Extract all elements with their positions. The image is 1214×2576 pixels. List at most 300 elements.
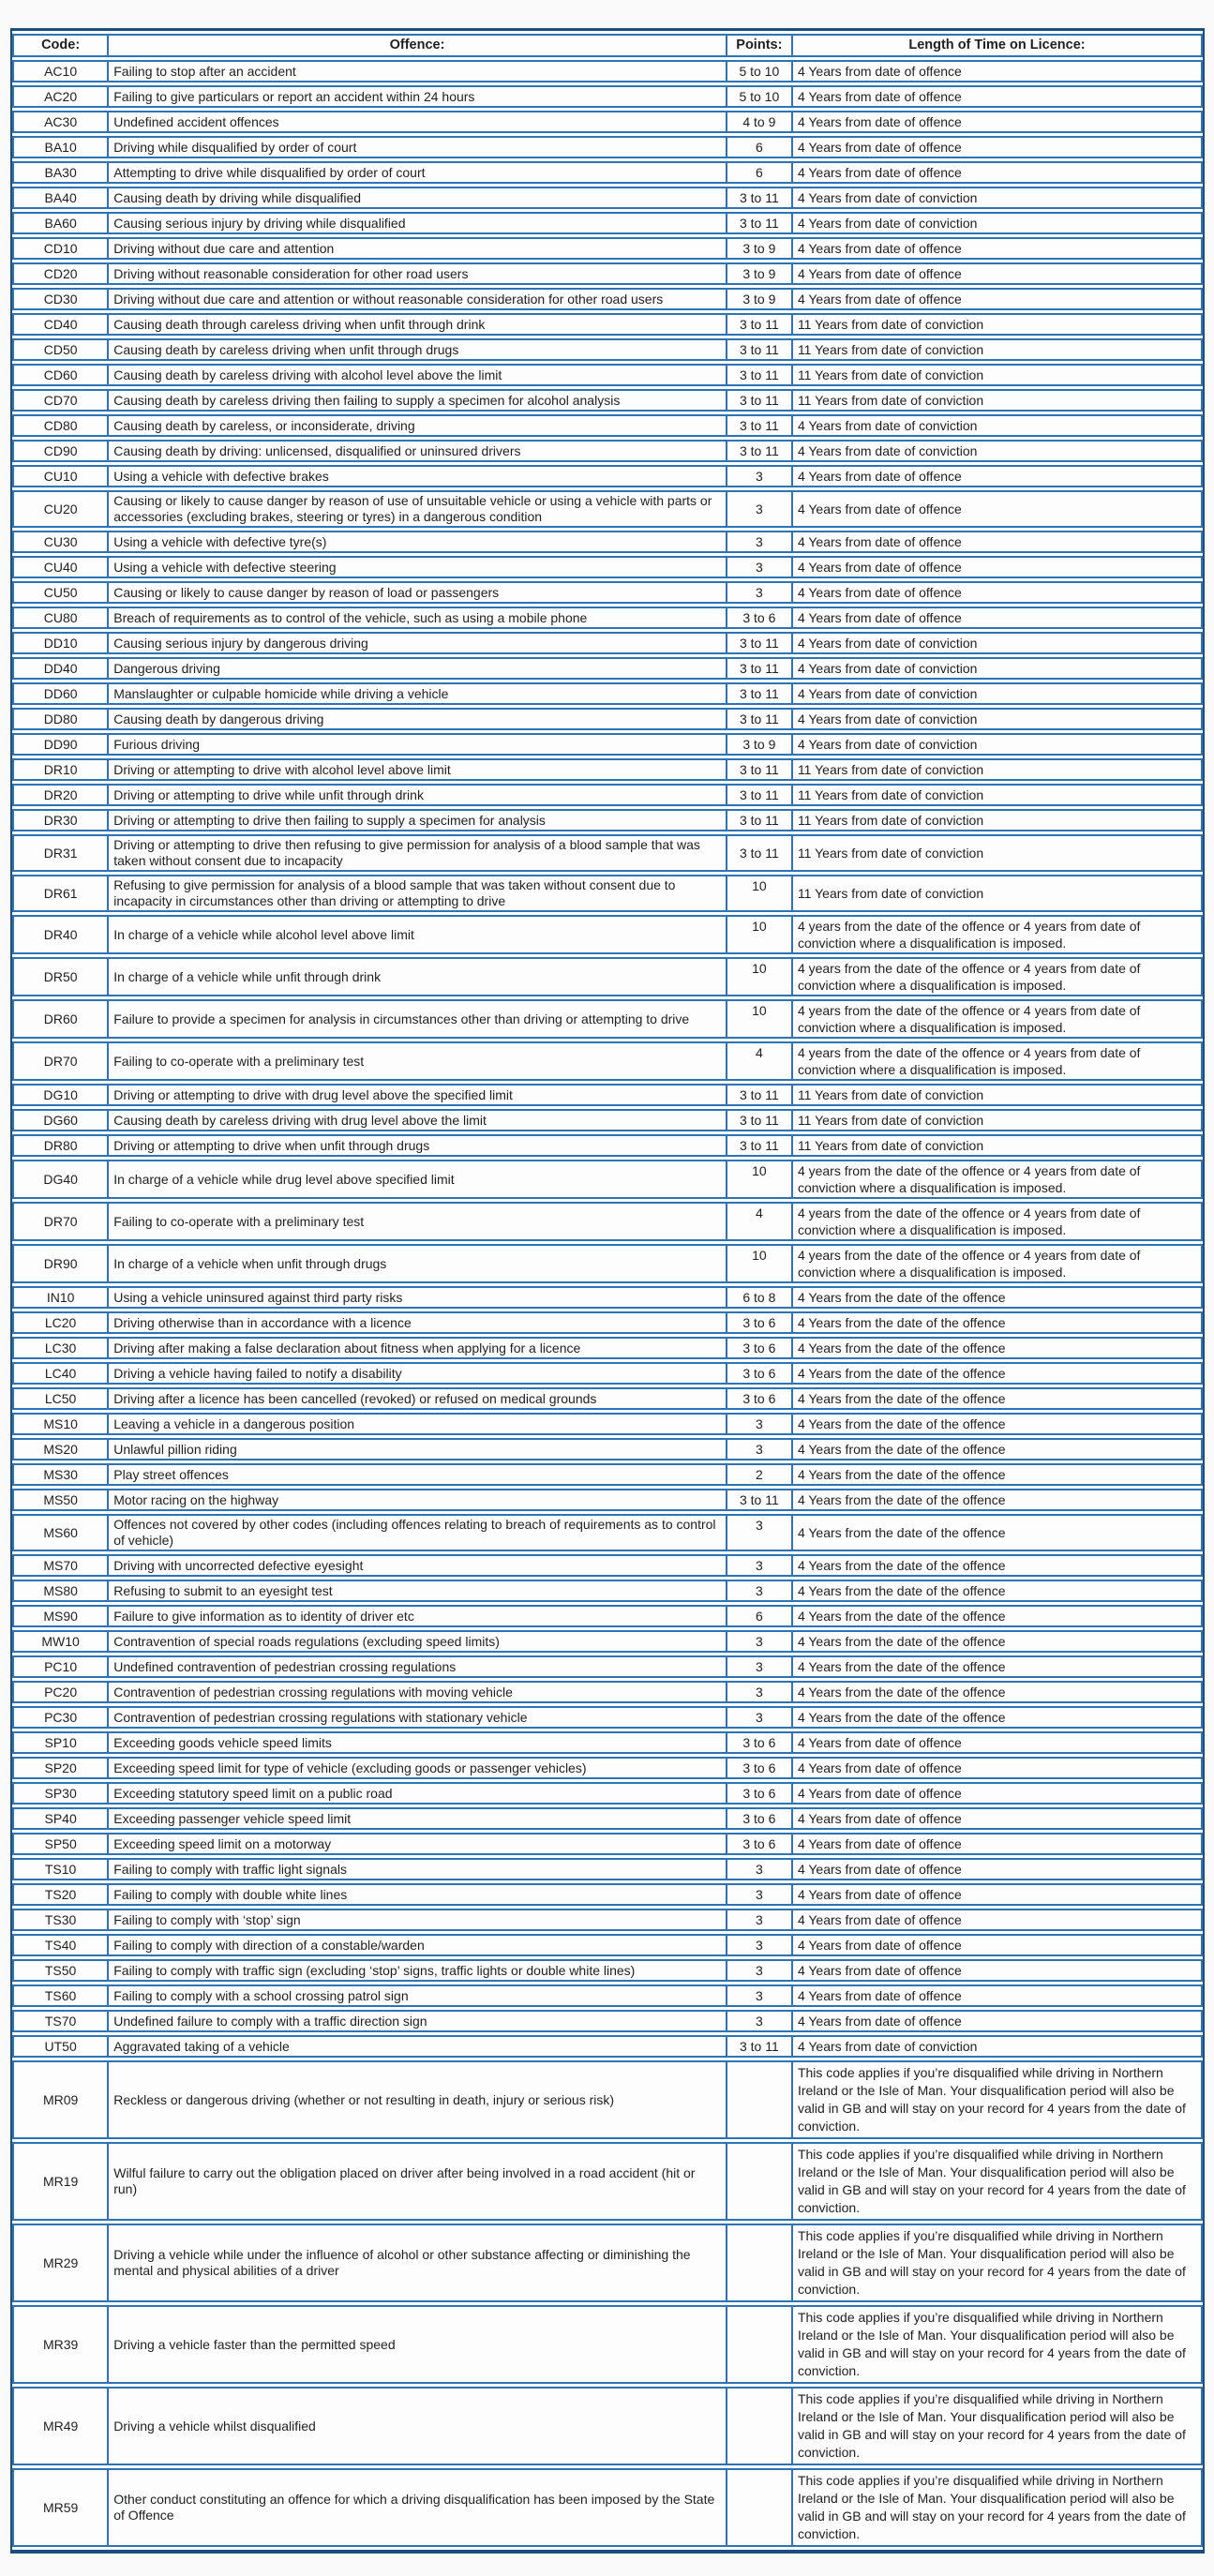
offence-cell: Exceeding statutory speed limit on a public road — [107, 1782, 726, 1805]
points-cell: 3 to 9 — [726, 237, 791, 260]
points-cell: 3 — [726, 1984, 791, 2007]
code-cell: TS30 — [12, 1909, 107, 1931]
table-row — [12, 338, 1203, 361]
offence-cell: Reckless or dangerous driving (whether or not resulting in death, injury or serious risk) — [107, 2060, 726, 2139]
points-cell: 3 to 6 — [726, 607, 791, 629]
table-row — [12, 809, 1203, 831]
offence-cell: Using a vehicle with defective brakes — [107, 465, 726, 487]
offence-cell: Causing or likely to cause danger by reason of use of unsuitable vehicle or using a vehicle with parts or accessories (excluding brakes, steering or tyres) in a dangerous condition — [107, 490, 726, 528]
table-row — [12, 1630, 1203, 1653]
points-cell: 3 to 11 — [726, 313, 791, 336]
table-row — [12, 1286, 1203, 1309]
length-cell: 4 Years from date of conviction — [791, 212, 1203, 234]
table-row — [12, 682, 1203, 705]
points-cell: 10 — [726, 1244, 791, 1283]
points-cell: 3 to 6 — [726, 1731, 791, 1754]
length-cell: 4 Years from the date of the offence — [791, 1362, 1203, 1385]
offence-codes-table-frame — [10, 28, 1205, 2554]
table-row — [12, 111, 1203, 133]
code-cell: UT50 — [12, 2035, 107, 2058]
offence-cell: Driving while disqualified by order of court — [107, 136, 726, 158]
table-row — [12, 999, 1203, 1039]
offence-cell: Failure to give information as to identity of driver etc — [107, 1605, 726, 1627]
code-cell: CU20 — [12, 490, 107, 528]
points-cell: 3 to 11 — [726, 338, 791, 361]
length-cell: 4 Years from the date of the offence — [791, 1655, 1203, 1678]
length-cell: 4 Years from date of conviction — [791, 187, 1203, 209]
points-cell: 3 to 11 — [726, 1109, 791, 1131]
points-cell: 3 — [726, 556, 791, 578]
offence-cell: Failing to comply with direction of a constable/warden — [107, 1934, 726, 1956]
code-cell: DG40 — [12, 1160, 107, 1199]
offence-cell: Driving otherwise than in accordance with a licence — [107, 1311, 726, 1334]
points-cell: 3 — [726, 531, 791, 553]
offence-cell: Motor racing on the highway — [107, 1489, 726, 1511]
table-row — [12, 212, 1203, 234]
table-row — [12, 161, 1203, 184]
length-cell: 4 Years from date of offence — [791, 85, 1203, 108]
code-cell: BA30 — [12, 161, 107, 184]
offence-cell: Driving without due care and attention — [107, 237, 726, 260]
offence-cell: In charge of a vehicle when unfit through drugs — [107, 1244, 726, 1283]
code-cell: CU50 — [12, 581, 107, 604]
offence-cell: Offences not covered by other codes (including offences relating to breach of requirements as to control of vehicle) — [107, 1514, 726, 1551]
points-cell: 3 — [726, 1706, 791, 1729]
points-cell: 3 to 11 — [726, 1489, 791, 1511]
points-cell: 3 to 11 — [726, 657, 791, 680]
points-cell: 6 to 8 — [726, 1286, 791, 1309]
points-cell — [726, 2305, 791, 2384]
code-cell: MR09 — [12, 2060, 107, 2139]
length-cell: 4 Years from date of conviction — [791, 733, 1203, 756]
points-cell: 3 to 6 — [726, 1782, 791, 1805]
offence-cell: Causing death by driving: unlicensed, disqualified or uninsured drivers — [107, 440, 726, 462]
points-cell: 3 to 9 — [726, 288, 791, 310]
points-cell: 2 — [726, 1463, 791, 1486]
points-cell: 3 — [726, 581, 791, 604]
code-cell: DD60 — [12, 682, 107, 705]
length-cell: 4 Years from the date of the offence — [791, 1337, 1203, 1359]
code-cell: MR49 — [12, 2387, 107, 2465]
code-cell: MS60 — [12, 1514, 107, 1551]
code-cell: CD60 — [12, 364, 107, 386]
offence-cell: Contravention of special roads regulations (excluding speed limits) — [107, 1630, 726, 1653]
table-row — [12, 1244, 1203, 1283]
points-cell: 10 — [726, 915, 791, 954]
code-cell: DR40 — [12, 915, 107, 954]
length-cell: 4 years from the date of the offence or 4 years from date of conviction where a disqualification is imposed. — [791, 1202, 1203, 1241]
code-cell: BA10 — [12, 136, 107, 158]
points-cell: 3 — [726, 1883, 791, 1906]
points-cell: 3 to 11 — [726, 708, 791, 730]
points-cell: 3 to 11 — [726, 364, 791, 386]
table-row — [12, 2060, 1203, 2139]
points-cell: 3 — [726, 2010, 791, 2032]
code-cell: DR50 — [12, 957, 107, 996]
table-header-offence: Offence: — [107, 34, 726, 57]
length-cell: This code applies if you’re disqualified while driving in Northern Ireland or the Isle of Man. Your disqualification period will also be valid in GB and will stay on your record for 4 years from the date of conviction. — [791, 2142, 1203, 2221]
code-cell: CD10 — [12, 237, 107, 260]
length-cell: 4 Years from date of offence — [791, 1731, 1203, 1754]
code-cell: SP50 — [12, 1833, 107, 1855]
code-cell: MR39 — [12, 2305, 107, 2384]
table-header-row — [12, 34, 1203, 57]
table-row — [12, 556, 1203, 578]
length-cell: 4 Years from date of conviction — [791, 632, 1203, 654]
points-cell: 3 to 11 — [726, 682, 791, 705]
length-cell: 4 Years from date of offence — [791, 1807, 1203, 1830]
code-cell: CU80 — [12, 607, 107, 629]
points-cell: 3 to 11 — [726, 187, 791, 209]
points-cell: 3 — [726, 1681, 791, 1703]
table-row — [12, 1489, 1203, 1511]
table-row — [12, 262, 1203, 285]
code-cell: MW10 — [12, 1630, 107, 1653]
table-row — [12, 1984, 1203, 2007]
code-cell: PC10 — [12, 1655, 107, 1678]
points-cell: 3 — [726, 1514, 791, 1551]
table-row — [12, 389, 1203, 412]
table-row — [12, 364, 1203, 386]
points-cell: 3 — [726, 1438, 791, 1460]
table-row — [12, 708, 1203, 730]
length-cell: 4 Years from the date of the offence — [791, 1554, 1203, 1577]
table-row — [12, 1202, 1203, 1241]
points-cell: 4 — [726, 1202, 791, 1241]
length-cell: 4 Years from date of conviction — [791, 682, 1203, 705]
offence-cell: Causing or likely to cause danger by reason of load or passengers — [107, 581, 726, 604]
table-row — [12, 2035, 1203, 2058]
code-cell: MS10 — [12, 1413, 107, 1435]
offence-cell: Play street offences — [107, 1463, 726, 1486]
points-cell: 10 — [726, 999, 791, 1039]
points-cell: 3 to 11 — [726, 784, 791, 806]
length-cell: 11 Years from date of conviction — [791, 364, 1203, 386]
length-cell: 4 Years from date of offence — [791, 581, 1203, 604]
points-cell: 3 — [726, 1580, 791, 1602]
code-cell: AC10 — [12, 60, 107, 82]
offence-cell: Causing death by careless driving with alcohol level above the limit — [107, 364, 726, 386]
length-cell: 4 Years from date of conviction — [791, 414, 1203, 437]
points-cell: 5 to 10 — [726, 85, 791, 108]
length-cell: 4 Years from the date of the offence — [791, 1706, 1203, 1729]
code-cell: DR90 — [12, 1244, 107, 1283]
length-cell: 4 Years from date of offence — [791, 490, 1203, 528]
points-cell — [726, 2468, 791, 2547]
length-cell: 11 Years from date of conviction — [791, 834, 1203, 872]
offence-cell: In charge of a vehicle while drug level above specified limit — [107, 1160, 726, 1199]
table-row — [12, 1807, 1203, 1830]
code-cell: CU40 — [12, 556, 107, 578]
length-cell: 4 Years from date of offence — [791, 1858, 1203, 1880]
length-cell: 4 Years from date of offence — [791, 1984, 1203, 2007]
offence-cell: Undefined contravention of pedestrian crossing regulations — [107, 1655, 726, 1678]
length-cell: 4 Years from date of offence — [791, 136, 1203, 158]
points-cell: 3 — [726, 1655, 791, 1678]
code-cell: DR10 — [12, 758, 107, 781]
offence-cell: Driving a vehicle having failed to notify a disability — [107, 1362, 726, 1385]
table-row — [12, 187, 1203, 209]
code-cell: SP20 — [12, 1757, 107, 1779]
length-cell: 11 Years from date of conviction — [791, 389, 1203, 412]
offence-cell: Leaving a vehicle in a dangerous position — [107, 1413, 726, 1435]
offence-cell: Refusing to give permission for analysis of a blood sample that was taken without consent due to incapacity in circumstances other than driving or attempting to drive — [107, 875, 726, 912]
points-cell: 3 — [726, 1630, 791, 1653]
code-cell: CD80 — [12, 414, 107, 437]
points-cell: 3 to 11 — [726, 2035, 791, 2058]
length-cell: This code applies if you’re disqualified while driving in Northern Ireland or the Isle of Man. Your disqualification period will also be valid in GB and will stay on your record for 4 years from the date of conviction. — [791, 2224, 1203, 2302]
points-cell: 3 — [726, 1959, 791, 1982]
length-cell: 4 Years from the date of the offence — [791, 1286, 1203, 1309]
offence-cell: Contravention of pedestrian crossing regulations with moving vehicle — [107, 1681, 726, 1703]
offence-cell: Failing to comply with ‘stop’ sign — [107, 1909, 726, 1931]
table-row — [12, 581, 1203, 604]
table-row — [12, 733, 1203, 756]
length-cell: 4 Years from date of conviction — [791, 708, 1203, 730]
code-cell: MR29 — [12, 2224, 107, 2302]
length-cell: 11 Years from date of conviction — [791, 1084, 1203, 1106]
code-cell: DR70 — [12, 1041, 107, 1081]
table-row — [12, 1731, 1203, 1754]
table-row — [12, 85, 1203, 108]
table-row — [12, 1858, 1203, 1880]
length-cell: 4 Years from date of offence — [791, 1909, 1203, 1931]
length-cell: 4 Years from date of offence — [791, 1959, 1203, 1982]
code-cell: DR30 — [12, 809, 107, 831]
table-row — [12, 1362, 1203, 1385]
table-row — [12, 440, 1203, 462]
offence-cell: Driving or attempting to drive then refusing to give permission for analysis of a blood sample that was taken without consent due to incapacity — [107, 834, 726, 872]
offence-cell: Driving a vehicle faster than the permitted speed — [107, 2305, 726, 2384]
points-cell: 3 to 11 — [726, 834, 791, 872]
points-cell: 3 to 11 — [726, 389, 791, 412]
code-cell: MS70 — [12, 1554, 107, 1577]
offence-cell: Dangerous driving — [107, 657, 726, 680]
offence-cell: Driving without reasonable consideration for other road users — [107, 262, 726, 285]
offence-cell: Furious driving — [107, 733, 726, 756]
table-row — [12, 607, 1203, 629]
code-cell: DR20 — [12, 784, 107, 806]
code-cell: LC50 — [12, 1387, 107, 1410]
code-cell: TS60 — [12, 1984, 107, 2007]
table-row — [12, 313, 1203, 336]
points-cell: 3 to 11 — [726, 758, 791, 781]
length-cell: 11 Years from date of conviction — [791, 809, 1203, 831]
points-cell: 3 to 11 — [726, 414, 791, 437]
offence-cell: Using a vehicle with defective tyre(s) — [107, 531, 726, 553]
points-cell: 3 to 6 — [726, 1387, 791, 1410]
points-cell: 3 — [726, 1413, 791, 1435]
table-row — [12, 237, 1203, 260]
length-cell: 4 Years from date of offence — [791, 1883, 1203, 1906]
length-cell: 4 Years from date of offence — [791, 111, 1203, 133]
offence-cell: Breach of requirements as to control of the vehicle, such as using a mobile phone — [107, 607, 726, 629]
points-cell: 3 — [726, 1909, 791, 1931]
offence-cell: Unlawful pillion riding — [107, 1438, 726, 1460]
length-cell: 4 Years from date of offence — [791, 237, 1203, 260]
length-cell: This code applies if you’re disqualified while driving in Northern Ireland or the Isle of Man. Your disqualification period will also be valid in GB and will stay on your record for 4 years from the date of conviction. — [791, 2387, 1203, 2465]
length-cell: 4 Years from date of conviction — [791, 657, 1203, 680]
offence-cell: Contravention of pedestrian crossing regulations with stationary vehicle — [107, 1706, 726, 1729]
offence-cell: Using a vehicle with defective steering — [107, 556, 726, 578]
offence-cell: Causing death by careless driving when unfit through drugs — [107, 338, 726, 361]
offence-cell: Failing to comply with a school crossing patrol sign — [107, 1984, 726, 2007]
table-row — [12, 915, 1203, 954]
points-cell: 5 to 10 — [726, 60, 791, 82]
length-cell: 4 years from the date of the offence or 4 years from date of conviction where a disqualification is imposed. — [791, 999, 1203, 1039]
offence-cell: Undefined accident offences — [107, 111, 726, 133]
table-row — [12, 1833, 1203, 1855]
offence-cell: Exceeding speed limit on a motorway — [107, 1833, 726, 1855]
length-cell: 4 Years from date of conviction — [791, 440, 1203, 462]
points-cell: 4 — [726, 1041, 791, 1081]
offence-cell: Driving without due care and attention or without reasonable consideration for other road users — [107, 288, 726, 310]
table-row — [12, 1109, 1203, 1131]
code-cell: DR60 — [12, 999, 107, 1039]
code-cell: MS50 — [12, 1489, 107, 1511]
code-cell: DD80 — [12, 708, 107, 730]
offence-cell: Using a vehicle uninsured against third party risks — [107, 1286, 726, 1309]
code-cell: PC20 — [12, 1681, 107, 1703]
points-cell: 3 to 6 — [726, 1311, 791, 1334]
points-cell: 3 to 11 — [726, 440, 791, 462]
code-cell: TS40 — [12, 1934, 107, 1956]
table-row — [12, 657, 1203, 680]
code-cell: CU10 — [12, 465, 107, 487]
code-cell: DD90 — [12, 733, 107, 756]
offence-cell: Refusing to submit to an eyesight test — [107, 1580, 726, 1602]
length-cell: 11 Years from date of conviction — [791, 338, 1203, 361]
offence-cell: Other conduct constituting an offence for which a driving disqualification has been imposed by the State of Offence — [107, 2468, 726, 2547]
length-cell: 4 Years from date of conviction — [791, 2035, 1203, 2058]
table-row — [12, 784, 1203, 806]
table-row — [12, 758, 1203, 781]
points-cell: 3 to 6 — [726, 1337, 791, 1359]
offence-cell: Failing to comply with traffic sign (excluding ‘stop’ signs, traffic lights or double white lines) — [107, 1959, 726, 1982]
offence-cell: Driving or attempting to drive with drug level above the specified limit — [107, 1084, 726, 1106]
length-cell: 4 Years from the date of the offence — [791, 1489, 1203, 1511]
code-cell: DR80 — [12, 1134, 107, 1157]
offence-codes-table — [12, 31, 1203, 2550]
code-cell: LC40 — [12, 1362, 107, 1385]
points-cell: 3 — [726, 490, 791, 528]
length-cell: 4 years from the date of the offence or 4 years from date of conviction where a disqualification is imposed. — [791, 957, 1203, 996]
table-header-length: Length of Time on Licence: — [791, 34, 1203, 57]
length-cell: 4 Years from the date of the offence — [791, 1463, 1203, 1486]
code-cell: TS70 — [12, 2010, 107, 2032]
offence-cell: Failing to give particulars or report an accident within 24 hours — [107, 85, 726, 108]
code-cell: CD30 — [12, 288, 107, 310]
table-row — [12, 414, 1203, 437]
code-cell: BA40 — [12, 187, 107, 209]
code-cell: BA60 — [12, 212, 107, 234]
table-row — [12, 1959, 1203, 1982]
points-cell: 3 to 11 — [726, 632, 791, 654]
length-cell: 4 Years from the date of the offence — [791, 1630, 1203, 1653]
length-cell: 4 Years from date of offence — [791, 607, 1203, 629]
length-cell: 4 Years from date of offence — [791, 1934, 1203, 1956]
code-cell: CD20 — [12, 262, 107, 285]
offence-cell: Undefined failure to comply with a traffic direction sign — [107, 2010, 726, 2032]
code-cell: CD50 — [12, 338, 107, 361]
code-cell: IN10 — [12, 1286, 107, 1309]
length-cell: 4 Years from date of offence — [791, 60, 1203, 82]
code-cell: TS10 — [12, 1858, 107, 1880]
table-row — [12, 1883, 1203, 1906]
code-cell: AC20 — [12, 85, 107, 108]
points-cell: 10 — [726, 875, 791, 912]
offence-cell: Driving or attempting to drive then failing to supply a specimen for analysis — [107, 809, 726, 831]
offence-cell: Exceeding speed limit for type of vehicle (excluding goods or passenger vehicles) — [107, 1757, 726, 1779]
points-cell: 3 to 9 — [726, 733, 791, 756]
offence-cell: Wilful failure to carry out the obligation placed on driver after being involved in a road accident (hit or run) — [107, 2142, 726, 2221]
table-row — [12, 1757, 1203, 1779]
offence-cell: In charge of a vehicle while alcohol level above limit — [107, 915, 726, 954]
code-cell: DR70 — [12, 1202, 107, 1241]
length-cell: 4 Years from date of offence — [791, 262, 1203, 285]
table-row — [12, 1681, 1203, 1703]
table-row — [12, 531, 1203, 553]
offence-cell: Attempting to drive while disqualified by order of court — [107, 161, 726, 184]
offence-cell: Driving with uncorrected defective eyesight — [107, 1554, 726, 1577]
length-cell: This code applies if you’re disqualified while driving in Northern Ireland or the Isle of Man. Your disqualification period will also be valid in GB and will stay on your record for 4 years from the date of conviction. — [791, 2060, 1203, 2139]
points-cell — [726, 2387, 791, 2465]
points-cell: 3 to 11 — [726, 1084, 791, 1106]
table-row — [12, 2468, 1203, 2547]
offence-cell: Driving or attempting to drive when unfit through drugs — [107, 1134, 726, 1157]
length-cell: 4 Years from the date of the offence — [791, 1311, 1203, 1334]
table-row — [12, 1084, 1203, 1106]
table-row — [12, 1387, 1203, 1410]
offence-cell: Causing death through careless driving when unfit through drink — [107, 313, 726, 336]
table-header-points: Points: — [726, 34, 791, 57]
length-cell: 4 years from the date of the offence or 4 years from date of conviction where a disqualification is imposed. — [791, 1160, 1203, 1199]
code-cell: PC30 — [12, 1706, 107, 1729]
length-cell: 4 Years from date of offence — [791, 288, 1203, 310]
table-row — [12, 2387, 1203, 2465]
points-cell: 3 — [726, 1554, 791, 1577]
offence-cell: Causing serious injury by driving while disqualified — [107, 212, 726, 234]
length-cell: 11 Years from date of conviction — [791, 875, 1203, 912]
length-cell: This code applies if you’re disqualified while driving in Northern Ireland or the Isle of Man. Your disqualification period will also be valid in GB and will stay on your record for 4 years from the date of conviction. — [791, 2305, 1203, 2384]
offence-cell: Failing to co-operate with a preliminary test — [107, 1202, 726, 1241]
code-cell: TS20 — [12, 1883, 107, 1906]
length-cell: 11 Years from date of conviction — [791, 784, 1203, 806]
table-row — [12, 1554, 1203, 1577]
code-cell: DG60 — [12, 1109, 107, 1131]
table-row — [12, 465, 1203, 487]
length-cell: 11 Years from date of conviction — [791, 313, 1203, 336]
table-row — [12, 957, 1203, 996]
code-cell: DG10 — [12, 1084, 107, 1106]
length-cell: 4 Years from the date of the offence — [791, 1605, 1203, 1627]
length-cell: 4 years from the date of the offence or 4 years from date of conviction where a disqualification is imposed. — [791, 1041, 1203, 1081]
table-row — [12, 60, 1203, 82]
table-row — [12, 1311, 1203, 1334]
code-cell: MS80 — [12, 1580, 107, 1602]
points-cell — [726, 2142, 791, 2221]
offence-cell: Exceeding goods vehicle speed limits — [107, 1731, 726, 1754]
table-row — [12, 1413, 1203, 1435]
table-row — [12, 1605, 1203, 1627]
offence-cell: Aggravated taking of a vehicle — [107, 2035, 726, 2058]
offence-cell: In charge of a vehicle while unfit through drink — [107, 957, 726, 996]
points-cell: 3 — [726, 465, 791, 487]
offence-cell: Driving a vehicle whilst disqualified — [107, 2387, 726, 2465]
code-cell: CD70 — [12, 389, 107, 412]
offence-cell: Failing to stop after an accident — [107, 60, 726, 82]
length-cell: 4 Years from date of offence — [791, 1833, 1203, 1855]
